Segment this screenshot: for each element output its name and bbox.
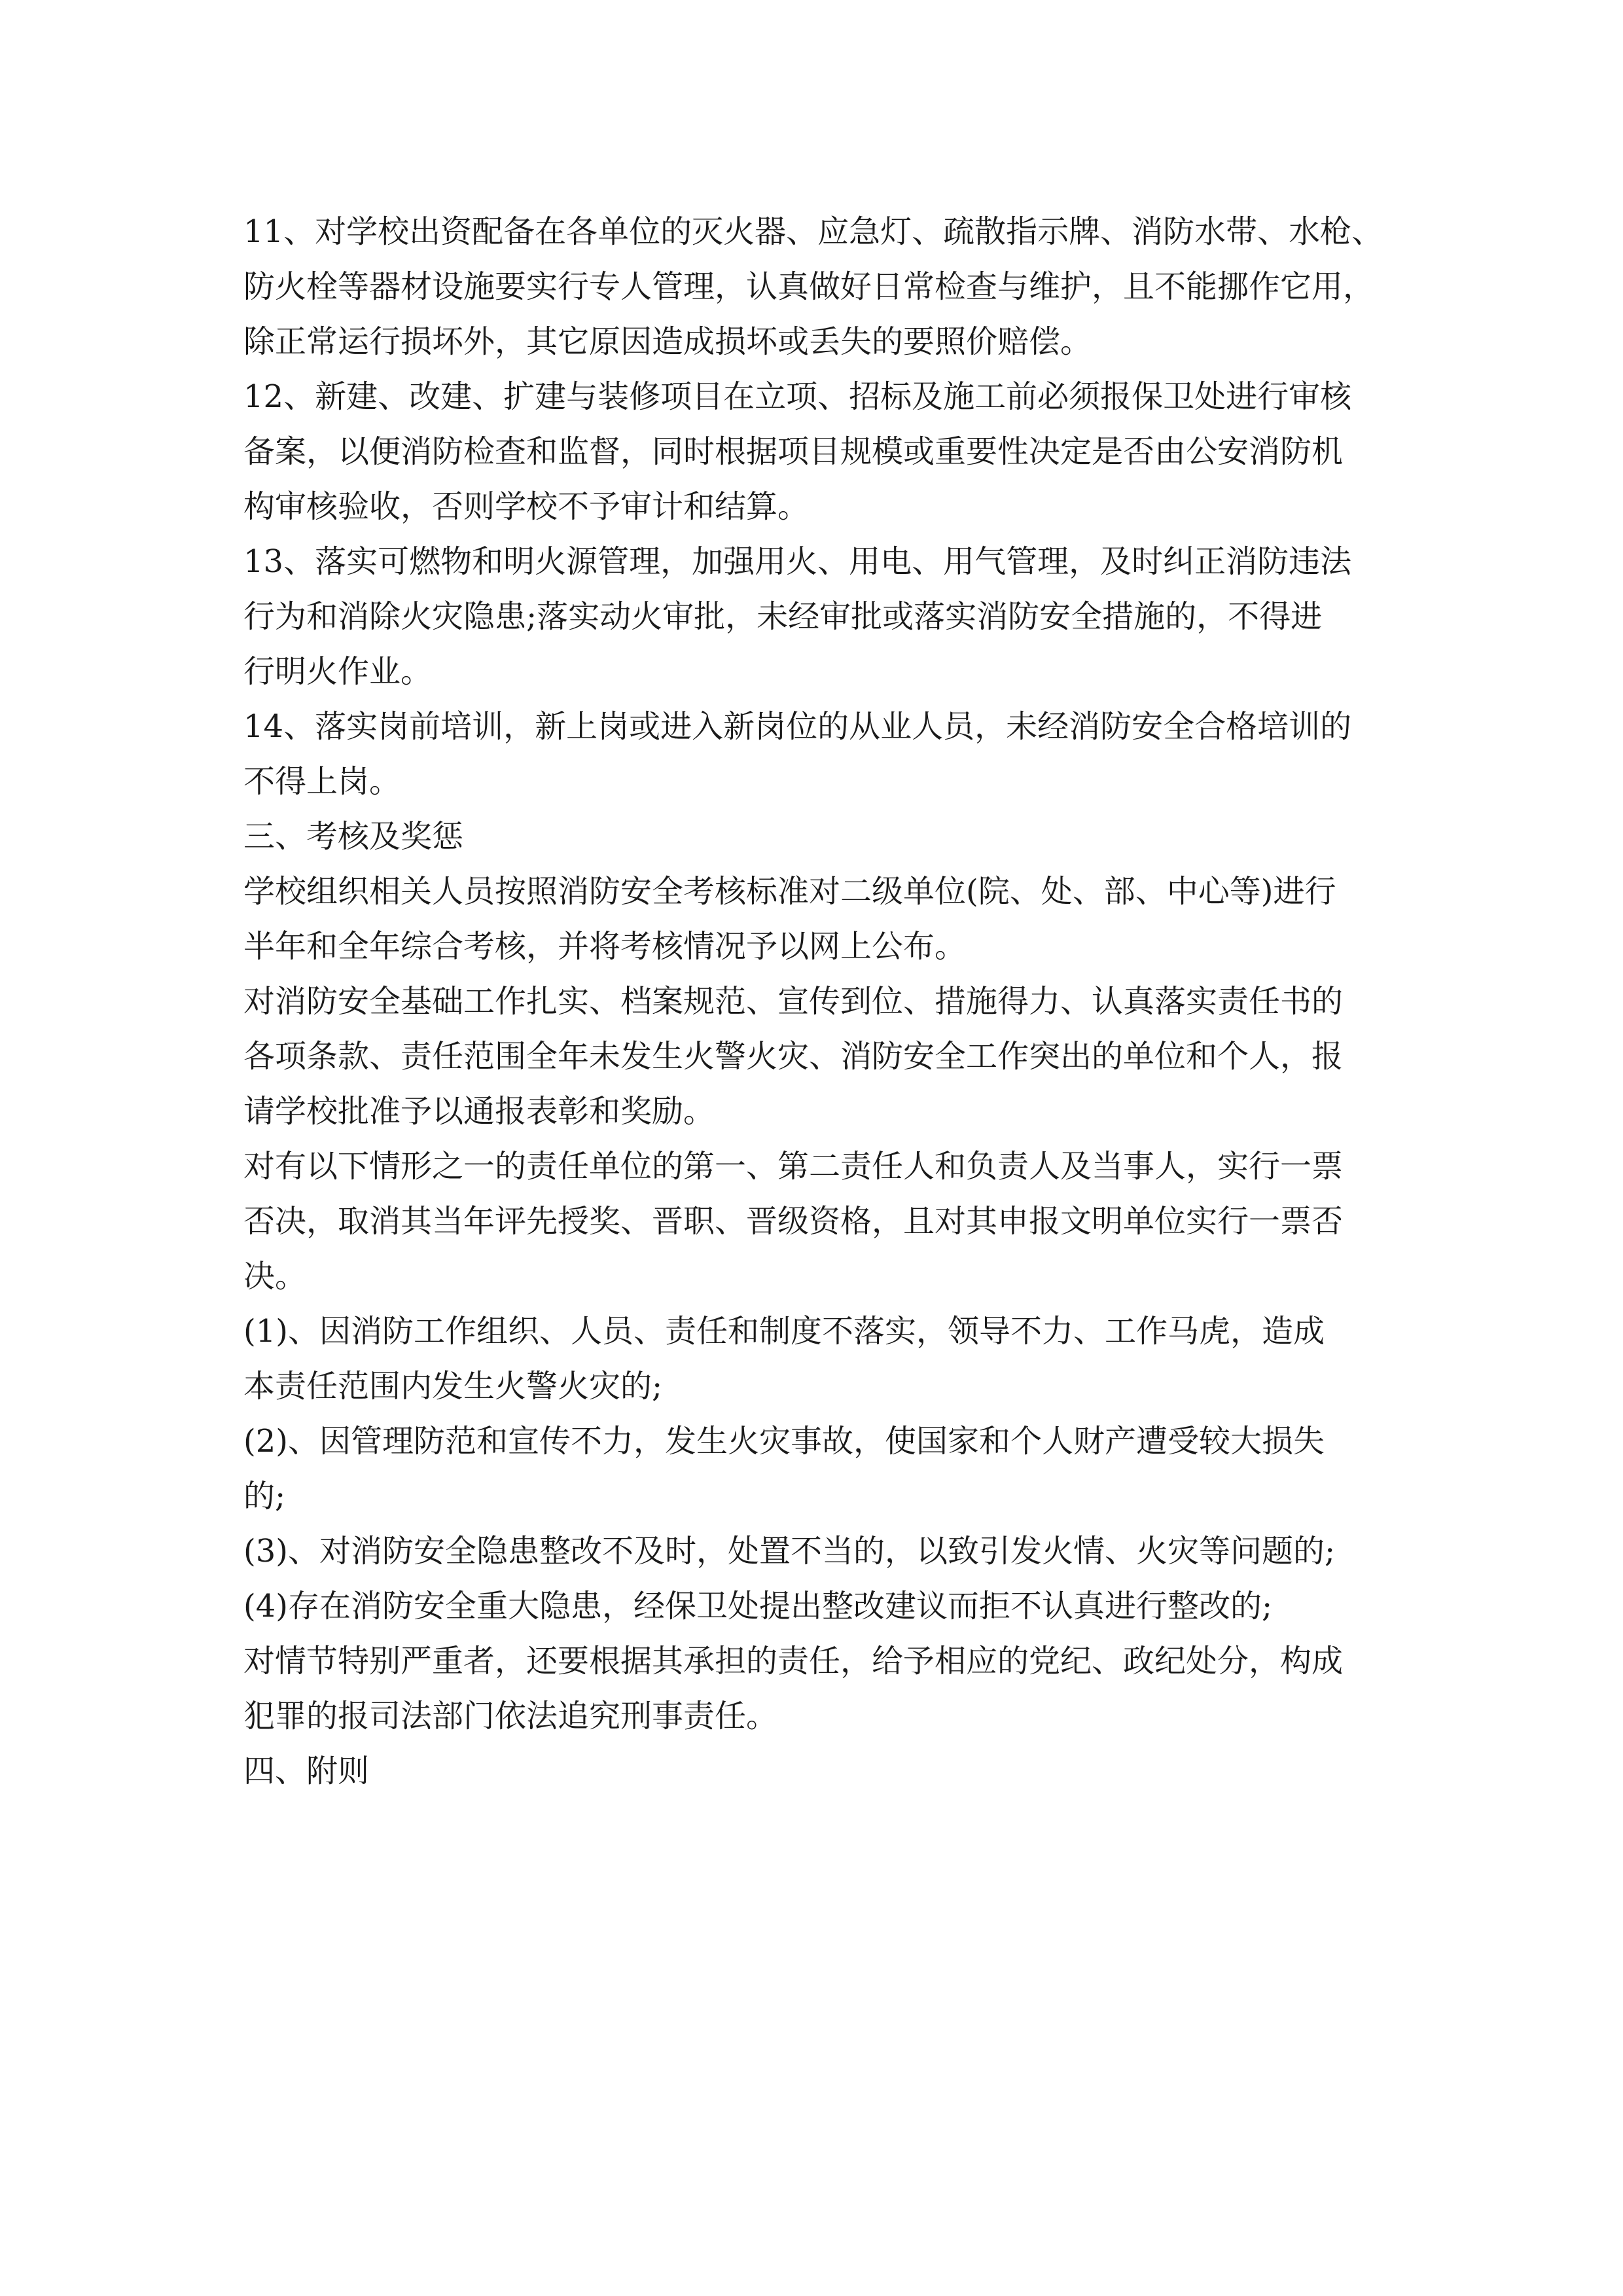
paragraph-severe-cases — [243, 1634, 1402, 1744]
text-line: 构审核验收，否则学校不予审计和结算。 — [243, 488, 810, 525]
text-line: 本责任范围内发生火警火灾的; — [243, 1368, 663, 1405]
text-line: (4)存在消防安全重大隐患，经保卫处提出整改建议而拒不认真进行整改的; — [243, 1588, 1273, 1624]
text-line: 的; — [243, 1478, 286, 1515]
text-line: 行明火作业。 — [243, 653, 433, 690]
paragraph-veto — [243, 1139, 1402, 1304]
paragraph-item-14 — [243, 699, 1402, 809]
text-line: 学校组织相关人员按照消防安全考核标准对二级单位(院、处、部、中心等)进行 — [243, 873, 1336, 910]
paragraph-item-11 — [243, 204, 1402, 369]
text-line: 否决，取消其当年评先授奖、晋职、晋级资格，且对其申报文明单位实行一票否 — [243, 1203, 1344, 1240]
text-line: 犯罪的报司法部门依法追究刑事责任。 — [243, 1698, 778, 1734]
paragraph-rewards — [243, 974, 1402, 1139]
list-item-2 — [243, 1414, 1402, 1524]
document-page — [243, 204, 1402, 1799]
list-item-4 — [243, 1579, 1402, 1634]
text-line: 各项条款、责任范围全年未发生火警火灾、消防安全工作突出的单位和个人，报 — [243, 1038, 1344, 1075]
text-line: 12、新建、改建、扩建与装修项目在立项、招标及施工前必须报保卫处进行审核 — [243, 378, 1352, 415]
text-line: 不得上岗。 — [243, 763, 401, 800]
text-line: 14、落实岗前培训，新上岗或进入新岗位的从业人员，未经消防安全合格培训的 — [243, 708, 1352, 745]
paragraph-assessment-intro — [243, 864, 1402, 974]
heading-line: 四、附则 — [243, 1753, 370, 1789]
paragraph-item-13 — [243, 534, 1402, 699]
text-line: 半年和全年综合考核，并将考核情况予以网上公布。 — [243, 928, 967, 965]
text-line: 11、对学校出资配备在各单位的灭火器、应急灯、疏散指示牌、消防水带、水枪、 — [243, 213, 1383, 250]
text-line: (1)、因消防工作组织、人员、责任和制度不落实，领导不力、工作马虎，造成 — [243, 1313, 1325, 1350]
paragraph-item-12 — [243, 369, 1402, 534]
text-line: 行为和消除火灾隐患;落实动火审批，未经审批或落实消防安全措施的，不得进 — [243, 598, 1323, 635]
text-line: 除正常运行损坏外，其它原因造成损坏或丢失的要照价赔偿。 — [243, 323, 1092, 360]
text-line: 请学校批准予以通报表彰和奖励。 — [243, 1093, 715, 1130]
text-line: 对有以下情形之一的责任单位的第一、第二责任人和负责人及当事人，实行一票 — [243, 1148, 1344, 1185]
text-line: 防火栓等器材设施要实行专人管理，认真做好日常检查与维护，且不能挪作它用， — [243, 268, 1375, 305]
section-heading-appendix — [243, 1744, 1402, 1799]
list-item-1 — [243, 1304, 1402, 1414]
text-line: (2)、因管理防范和宣传不力，发生火灾事故，使国家和个人财产遭受较大损失 — [243, 1423, 1325, 1460]
text-line: 决。 — [243, 1258, 307, 1295]
section-heading-assessment — [243, 809, 1402, 864]
heading-line: 三、考核及奖惩 — [243, 818, 464, 855]
text-line: 13、落实可燃物和明火源管理，加强用火、用电、用气管理，及时纠正消防违法 — [243, 543, 1352, 580]
text-line: 备案，以便消防检查和监督，同时根据项目规模或重要性决定是否由公安消防机 — [243, 433, 1344, 470]
text-line: 对情节特别严重者，还要根据其承担的责任，给予相应的党纪、政纪处分，构成 — [243, 1643, 1344, 1679]
text-line: 对消防安全基础工作扎实、档案规范、宣传到位、措施得力、认真落实责任书的 — [243, 983, 1344, 1020]
text-line: (3)、对消防安全隐患整改不及时，处置不当的，以致引发火情、火灾等问题的; — [243, 1533, 1336, 1570]
list-item-3 — [243, 1524, 1402, 1579]
